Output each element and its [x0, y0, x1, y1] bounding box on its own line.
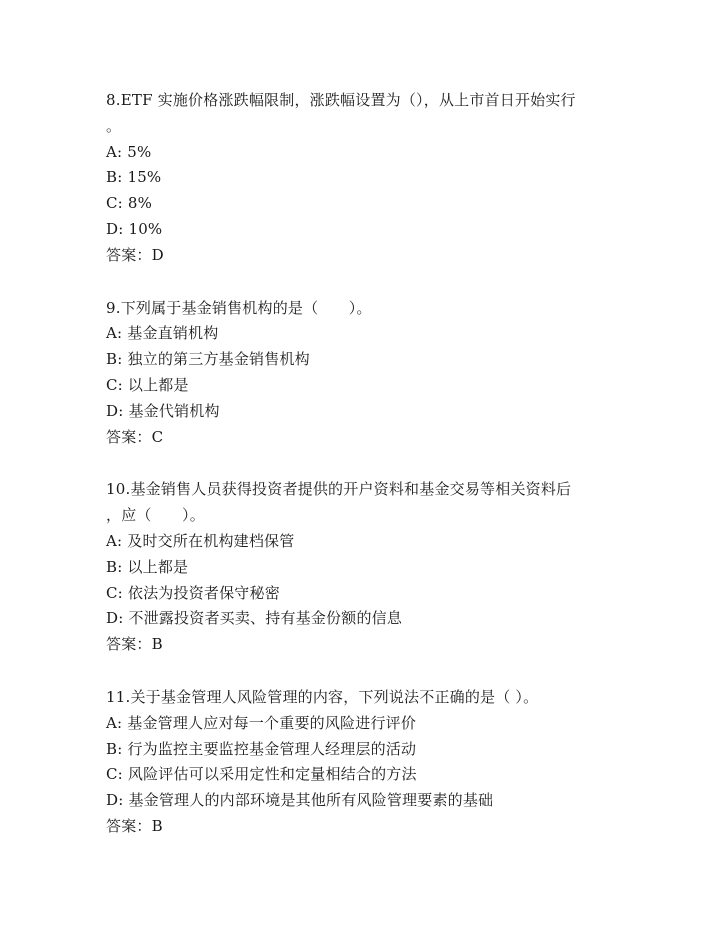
option-d: D: 基金管理人的内部环境是其他所有风险管理要素的基础: [106, 791, 494, 810]
question-stem: 9.下列属于基金销售机构的是（ ）。: [106, 298, 372, 317]
question-8: [106, 88, 626, 269]
option-a: A: 及时交所在机构建档保管: [106, 531, 295, 550]
option-b: B: 独立的第三方基金销售机构: [106, 350, 310, 369]
option-c: C: 8%: [106, 194, 153, 213]
option-b: B: 15%: [106, 168, 162, 187]
question-10: [106, 477, 626, 658]
question-stem-continued: ，应（ ）。: [106, 506, 205, 525]
question-11: [106, 685, 626, 840]
answer: 答案：B: [106, 635, 163, 654]
option-b: B: 行为监控主要监控基金管理人经理层的活动: [106, 739, 417, 758]
option-d: D: 10%: [106, 219, 163, 238]
option-a: A: 基金管理人应对每一个重要的风险进行评价: [106, 713, 417, 732]
option-a: A: 基金直销机构: [106, 324, 219, 343]
answer: 答案：D: [106, 245, 164, 264]
option-d: D: 不泄露投资者买卖、持有基金份额的信息: [106, 609, 403, 628]
question-stem: 11.关于基金管理人风险管理的内容，下列说法不正确的是（ ）。: [106, 687, 539, 706]
question-9: [106, 296, 626, 451]
option-b: B: 以上都是: [106, 557, 189, 576]
answer: 答案：B: [106, 816, 163, 835]
option-c: C: 以上都是: [106, 375, 189, 394]
option-a: A: 5%: [106, 142, 152, 161]
question-stem-continued: 。: [106, 116, 122, 135]
option-d: D: 基金代销机构: [106, 401, 220, 420]
question-stem: 10.基金销售人员获得投资者提供的开户资料和基金交易等相关资料后: [106, 480, 572, 499]
question-stem: 8.ETF 实施价格涨跌幅限制，涨跌幅设置为（），从上市首日开始实行: [106, 91, 576, 109]
option-c: C: 依法为投资者保守秘密: [106, 583, 280, 602]
option-c: C: 风险评估可以采用定性和定量相结合的方法: [106, 765, 417, 784]
answer: 答案：C: [106, 427, 164, 446]
exam-document: [106, 88, 626, 867]
